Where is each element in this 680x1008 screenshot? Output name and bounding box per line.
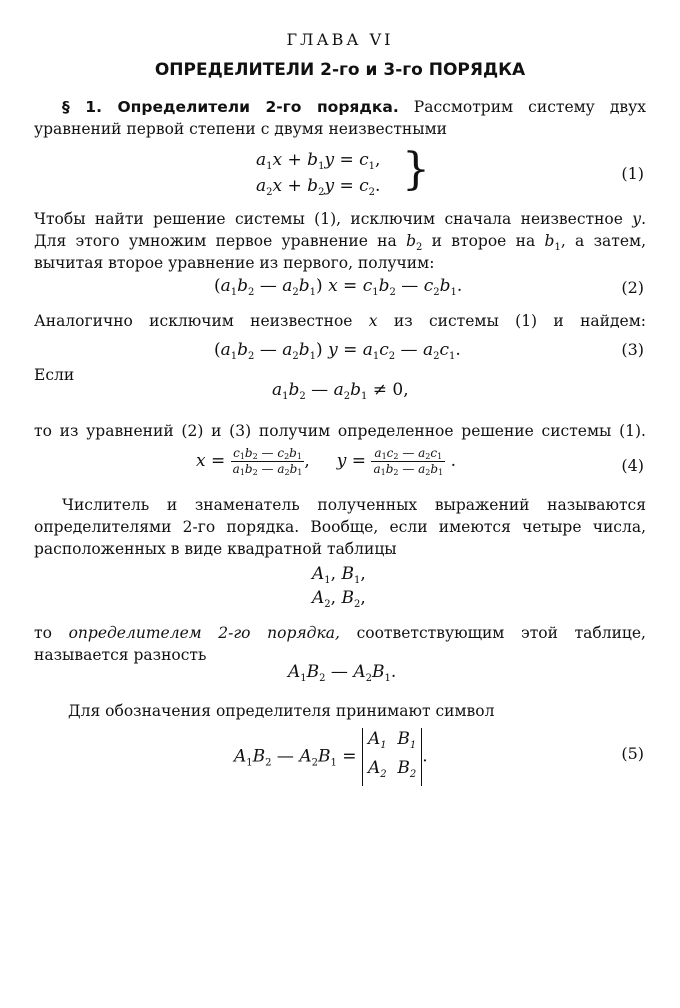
determinant-line2: называется разность (34, 646, 207, 664)
determinant-line1 (34, 622, 646, 644)
eliminate-text-2a: Для этого умножим первое уравнение на (34, 232, 397, 250)
equation-number-5: (5) (621, 744, 644, 763)
equation-3: ($a_1b_2$ — $a_2b_1$) $y = a_1c_2$ — $a_2c_1$. (214, 340, 461, 362)
equation-5: $A_1B_2$ — $A_2B_1$ = $A_1$ $B_1$ $A_2$ $B_2$ . (234, 728, 428, 786)
section-intro-text: Рассмотрим систему двух (398, 98, 646, 116)
equation-4: x = $\frac{c_1b_2 — c_2b_1}{a_1b_2 — a_2b_1}$ , y = $\frac{a_1c_2 — a_2c_1}{a_1b_2 — a_2b_1}$ . (196, 446, 456, 477)
eliminate-line1: Чтобы найти решение системы (1), исключим сначала неизвестное y. (34, 210, 646, 228)
equation-number-3: (3) (621, 340, 644, 359)
inequality: $a_1b_2$ — $a_2b_1 \ne 0$, (272, 380, 409, 402)
right-brace: } (402, 144, 430, 195)
equation-number-2: (2) (621, 278, 644, 297)
determinant-term: определителем 2-го порядка, (68, 624, 340, 642)
similarly-text-a: Аналогично исключим неизвестное (34, 312, 353, 330)
determinant-text-c: соответствующим этой таблице, (356, 624, 646, 642)
equation-number-4: (4) (621, 456, 644, 475)
eliminate-line2: Для этого умножим первое уравнение на $b_2$ и второе на $b_1$, а затем, (34, 232, 646, 253)
chapter-title: ОПРЕДЕЛИТЕЛИ 2-го и 3-го ПОРЯДКА (154, 60, 526, 80)
similarly-line: Аналогично исключим неизвестное x из системы (1) и найдем: (34, 312, 646, 330)
section-intro-line1 (62, 96, 646, 118)
section-intro-line2: уравнений первой степени с двумя неизвестными (34, 120, 447, 138)
equation-2: ($a_1b_2$ — $a_2b_1$) $x = c_1b_2$ — $c_2b_1$. (214, 276, 463, 298)
fraction-x: $\frac{c_1b_2 — c_2b_1}{a_1b_2 — a_2b_1}$ (232, 446, 303, 477)
symbol-line: Для обозначения определителя принимают символ (68, 702, 495, 720)
eliminate-text-2b: и второе на (431, 232, 536, 250)
eliminate-line3: вычитая второе уравнение из первого, получим: (34, 254, 435, 272)
equation-1a: $a_1x + b_1y = c_1$, (256, 150, 381, 172)
section-heading: § 1. Определители 2-го порядка. (62, 98, 399, 116)
eliminate-text-2c: , а затем, (560, 232, 646, 250)
table-row-2: $A_2$, $B_2$, (312, 588, 366, 610)
determinant-text-a: то (34, 624, 52, 642)
equation-1b: $a_2x + b_2y = c_2$. (256, 176, 381, 198)
then-line: то из уравнений (2) и (3) получим определенное решение системы (1). (34, 422, 646, 440)
similarly-text-b: из системы (1) и найдем: (393, 312, 646, 330)
eliminate-text-1: Чтобы найти решение системы (1), исключим сначала неизвестное (34, 210, 623, 228)
difference-expression: $A_1B_2$ — $A_2B_1$. (288, 662, 397, 684)
if-word: Если (34, 366, 75, 384)
chapter-heading: ГЛАВА VI (286, 30, 394, 49)
numerator-line1: Числитель и знаменатель полученных выражений называются (62, 496, 646, 514)
numerator-line2: определителями 2-го порядка. Вообще, если имеются четыре числа, (34, 518, 646, 536)
determinant-symbol: $A_1$ $B_1$ $A_2$ $B_2$ (362, 728, 422, 786)
table-row-1: $A_1$, $B_1$, (312, 564, 366, 586)
equation-number-1: (1) (621, 164, 644, 183)
numerator-line3: расположенных в виде квадратной таблицы (34, 540, 397, 558)
fraction-y: $\frac{a_1c_2 — a_2c_1}{a_1b_2 — a_2b_1}$ (373, 446, 444, 477)
